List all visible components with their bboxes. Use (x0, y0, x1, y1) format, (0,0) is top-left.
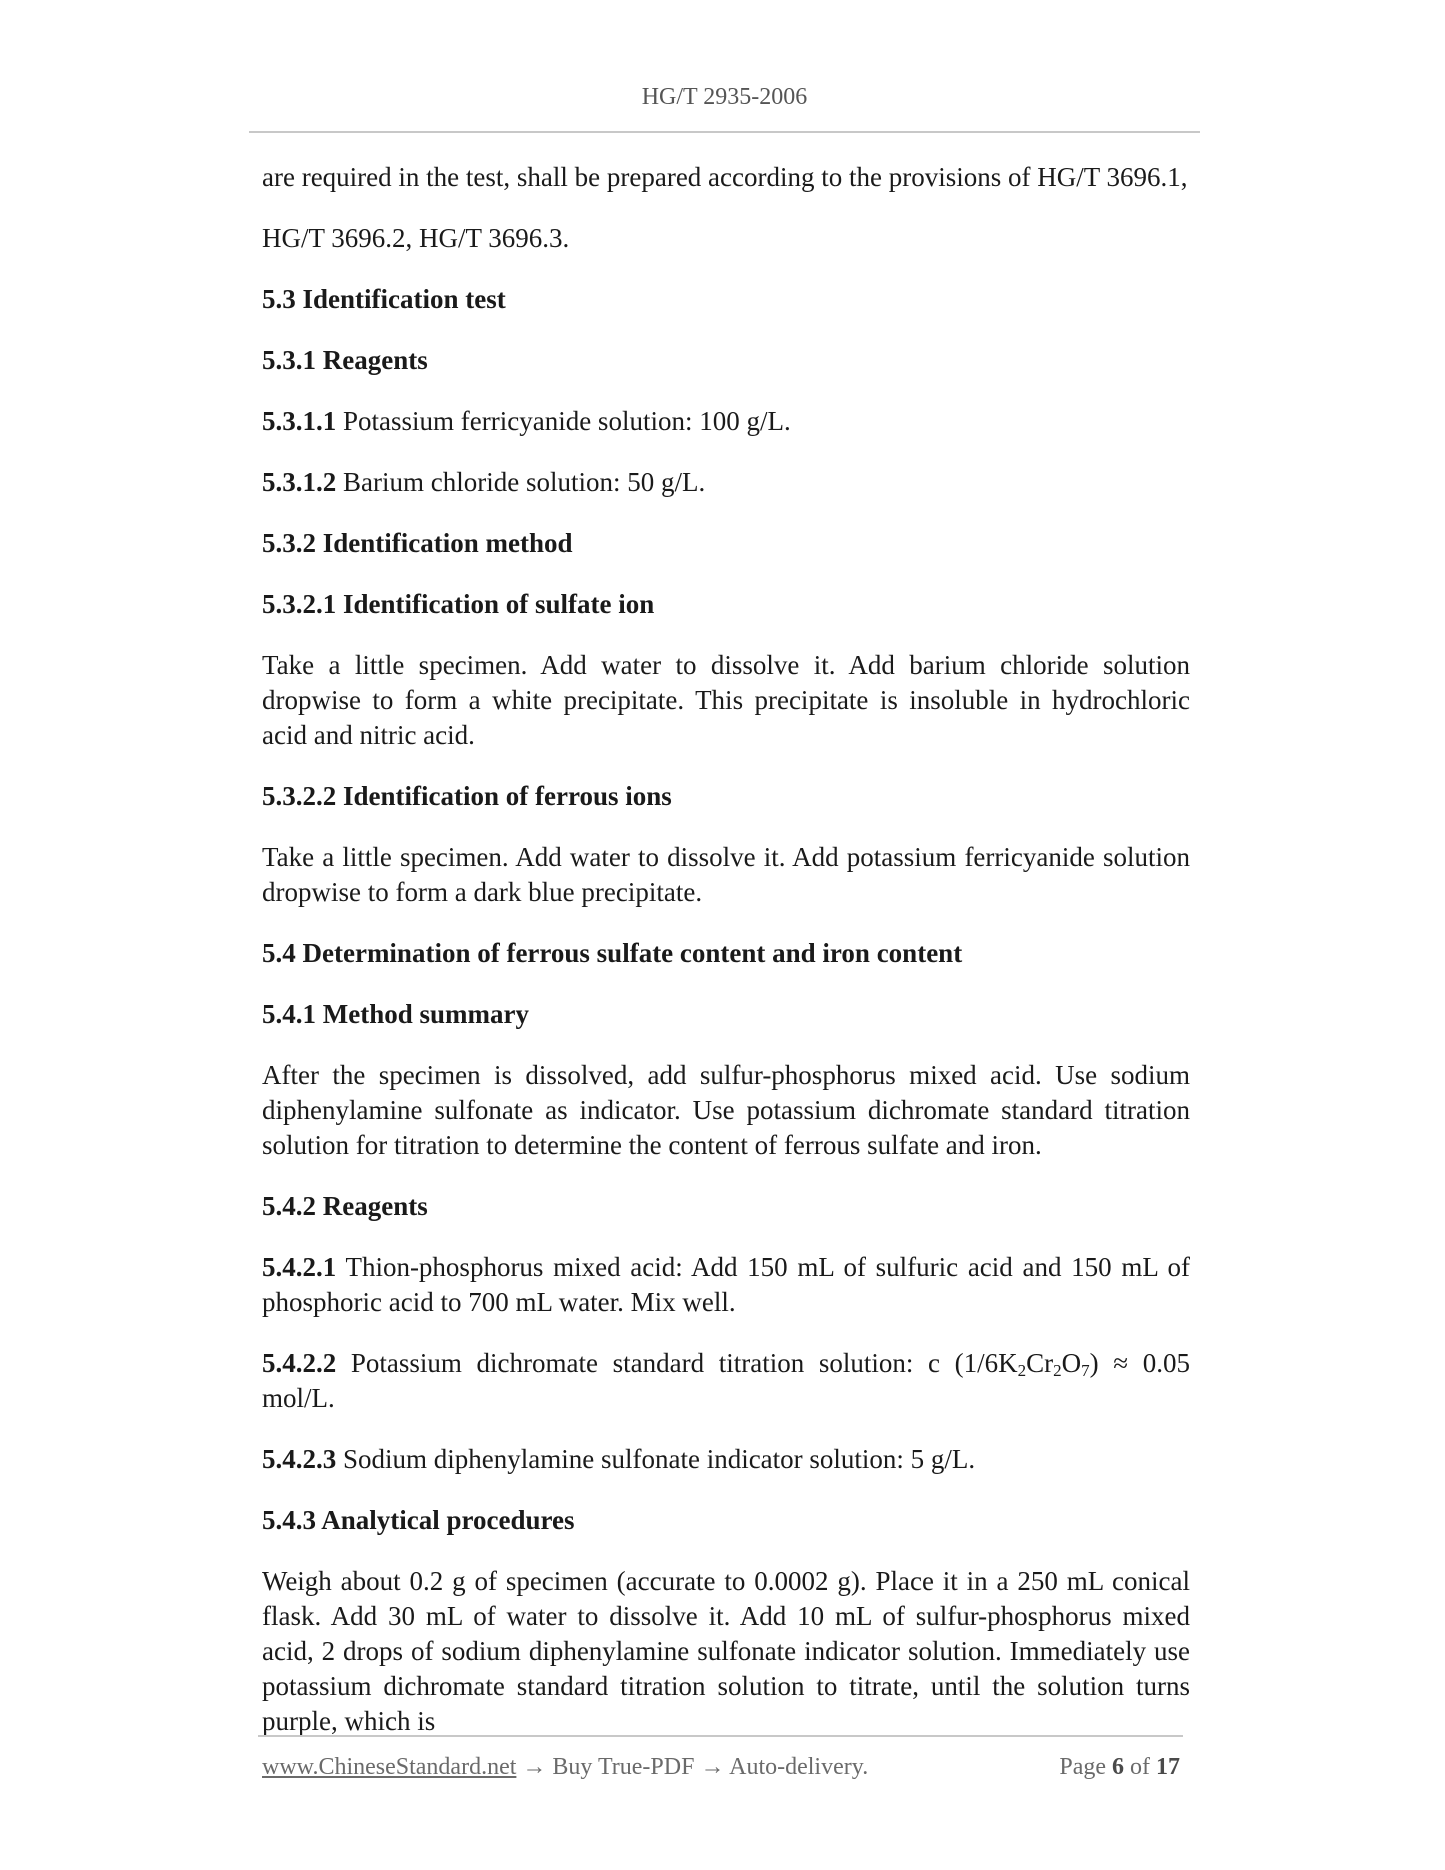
section-heading: 5.3 Identification test (262, 284, 506, 314)
page-body (262, 160, 1190, 1765)
reagent-item (262, 404, 1190, 439)
paragraph: are required in the test, shall be prepared according to the provisions of HG/T 3696.1, (262, 162, 1188, 192)
page-word: Page (1059, 1754, 1112, 1780)
reagent-item (262, 1250, 1190, 1320)
current-page: 6 (1112, 1754, 1124, 1780)
section-heading: 5.3.2.1 Identification of sulfate ion (262, 589, 655, 619)
item-text: Sodium diphenylamine sulfonate indicator solution: 5 g/L. (336, 1444, 976, 1474)
site-link[interactable]: www.ChineseStandard.net (262, 1754, 517, 1780)
subscript: 2 (1017, 1361, 1027, 1380)
header-divider (249, 131, 1200, 133)
item-text: ) ≈ 0.05 mol/L. (262, 1348, 1191, 1413)
section-heading: 5.4.3 Analytical procedures (262, 1505, 575, 1535)
paragraph: Take a little specimen. Add water to dissolve it. Add potassium ferricyanide solution dropwise to form a dark blue precipitate. (262, 842, 1190, 907)
subscript: 7 (1081, 1361, 1090, 1380)
reagent-item (262, 1442, 1190, 1477)
item-number: 5.4.2.2 (262, 1348, 337, 1378)
item-text: Thion-phosphorus mixed acid: Add 150 mL of sulfuric acid and 150 mL of phosphoric acid to 700 mL water. Mix well. (262, 1252, 1190, 1317)
total-pages: 17 (1156, 1754, 1180, 1780)
paragraph: After the specimen is dissolved, add sulfur-phosphorus mixed acid. Use sodium diphenylamine sulfonate as indicator. Use potassium dichromate standard titration solution for titration to determine the content of ferrous sulfate and iron. (262, 1060, 1190, 1160)
item-number: 5.3.1.1 (262, 406, 337, 436)
page-indicator (1059, 1754, 1180, 1781)
item-number: 5.4.2.3 (262, 1444, 337, 1474)
section-heading: 5.3.2.2 Identification of ferrous ions (262, 781, 672, 811)
item-number: 5.4.2.1 (262, 1252, 337, 1282)
item-text: Potassium ferricyanide solution: 100 g/L. (336, 406, 791, 436)
section-heading: 5.3.2 Identification method (262, 528, 573, 558)
item-text: Cr (1026, 1348, 1054, 1378)
subscript: 2 (1053, 1361, 1062, 1380)
item-text: O (1061, 1348, 1082, 1378)
of-word: of (1124, 1754, 1156, 1780)
footer-divider (258, 1735, 1183, 1737)
section-heading: 5.4.2 Reagents (262, 1191, 428, 1221)
running-header: HG/T 2935-2006 (641, 84, 808, 110)
section-heading: 5.3.1 Reagents (262, 345, 428, 375)
item-number: 5.3.1.2 (262, 467, 337, 497)
paragraph: Take a little specimen. Add water to dissolve it. Add barium chloride solution dropwise to form a white precipitate. This precipitate is insoluble in hydrochloric acid and nitric acid. (262, 650, 1190, 750)
paragraph: Weigh about 0.2 g of specimen (accurate to 0.0002 g). Place it in a 250 mL conical flask. Add 30 mL of water to dissolve it. Add 10 mL of sulfur-phosphorus mixed acid, 2 drops of sodium diphenylamine sulfonate indicator solution. Immediately use potassium dichromate standard titration solution to titrate, until the solution turns purple, which is (262, 1566, 1190, 1736)
reagent-item (262, 1346, 1190, 1416)
promo-text: → Buy True-PDF → Auto-delivery. (516, 1754, 869, 1780)
paragraph: HG/T 3696.2, HG/T 3696.3. (262, 223, 570, 253)
item-text: Potassium dichromate standard titration solution: c (1/6K (336, 1348, 1018, 1378)
item-text: Barium chloride solution: 50 g/L. (336, 467, 706, 497)
section-heading: 5.4 Determination of ferrous sulfate content and iron content (262, 938, 963, 968)
reagent-item (262, 465, 1190, 500)
footer-promo (262, 1754, 868, 1781)
section-heading: 5.4.1 Method summary (262, 999, 529, 1029)
